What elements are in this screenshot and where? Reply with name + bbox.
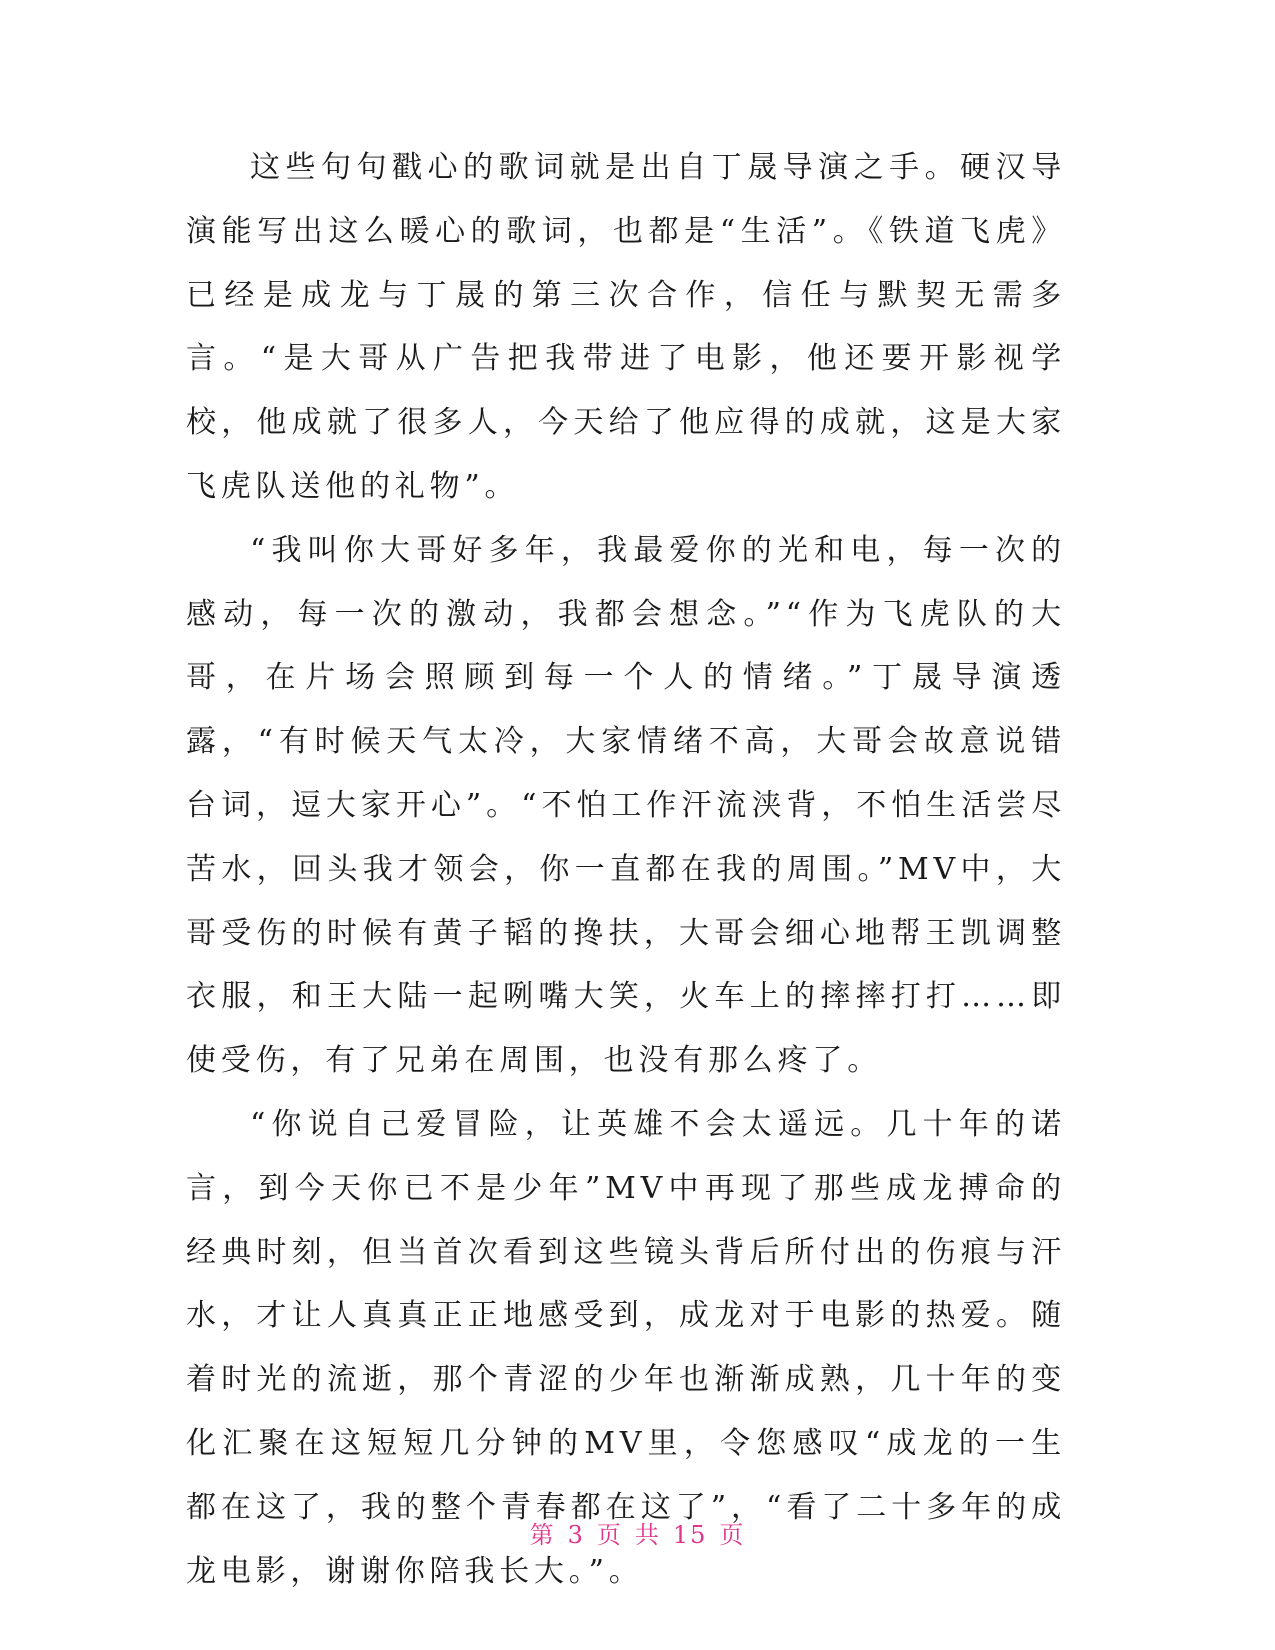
page-number-footer [0, 1515, 1275, 1550]
paragraph-1: 这些句句戳心的歌词就是出自丁晟导演之手。硬汉导演能写出这么暖心的歌词，也都是“生活”。《铁道飞虎》已经是成龙与丁晟的第三次合作，信任与默契无需多言。“是大哥从广告把我带进了电影，他还要开影视学校，他成就了很多人，今天给了他应得的成就，这是大家飞虎队送他的礼物”。 [186, 150, 1066, 504]
footer-current-page: 3 [567, 1521, 585, 1549]
document-body [186, 136, 1066, 1603]
footer-suffix: 页 [719, 1521, 746, 1549]
footer-total-label: 共 [634, 1521, 661, 1549]
footer-total-pages: 15 [672, 1521, 708, 1549]
paragraph-3: “你说自己爱冒险，让英雄不会太遥远。几十年的诺言，到今天你已不是少年”MV中再现了那些成龙搏命的经典时刻，但当首次看到这些镜头背后所付出的伤痕与汗水，才让人真真正正地感受到，成龙对于电影的热爱。随着时光的流逝，那个青涩的少年也渐渐成熟，几十年的变化汇聚在这短短几分钟的MV里，令您感叹“成龙的一生都在这了，我的整个青春都在这了”，“看了二十多年的成龙电影，谢谢你陪我长大。”。 [186, 1106, 1066, 1589]
footer-page-label: 页 [596, 1521, 623, 1549]
paragraph-2: “我叫你大哥好多年，我最爱你的光和电，每一次的感动，每一次的激动，我都会想念。”“作为飞虎队的大哥，在片场会照顾到每一个人的情绪。”丁晟导演透露，“有时候天气太冷，大家情绪不高，大哥会故意说错台词，逗大家开心”。“不怕工作汗流浃背，不怕生活尝尽苦水，回头我才领会，你一直都在我的周围。”MV中，大哥受伤的时候有黄子韬的搀扶，大哥会细心地帮王凯调整衣服，和王大陆一起咧嘴大笑，火车上的摔摔打打……即使受伤，有了兄弟在周围，也没有那么疼了。 [186, 532, 1066, 1079]
footer-prefix: 第 [529, 1521, 556, 1549]
